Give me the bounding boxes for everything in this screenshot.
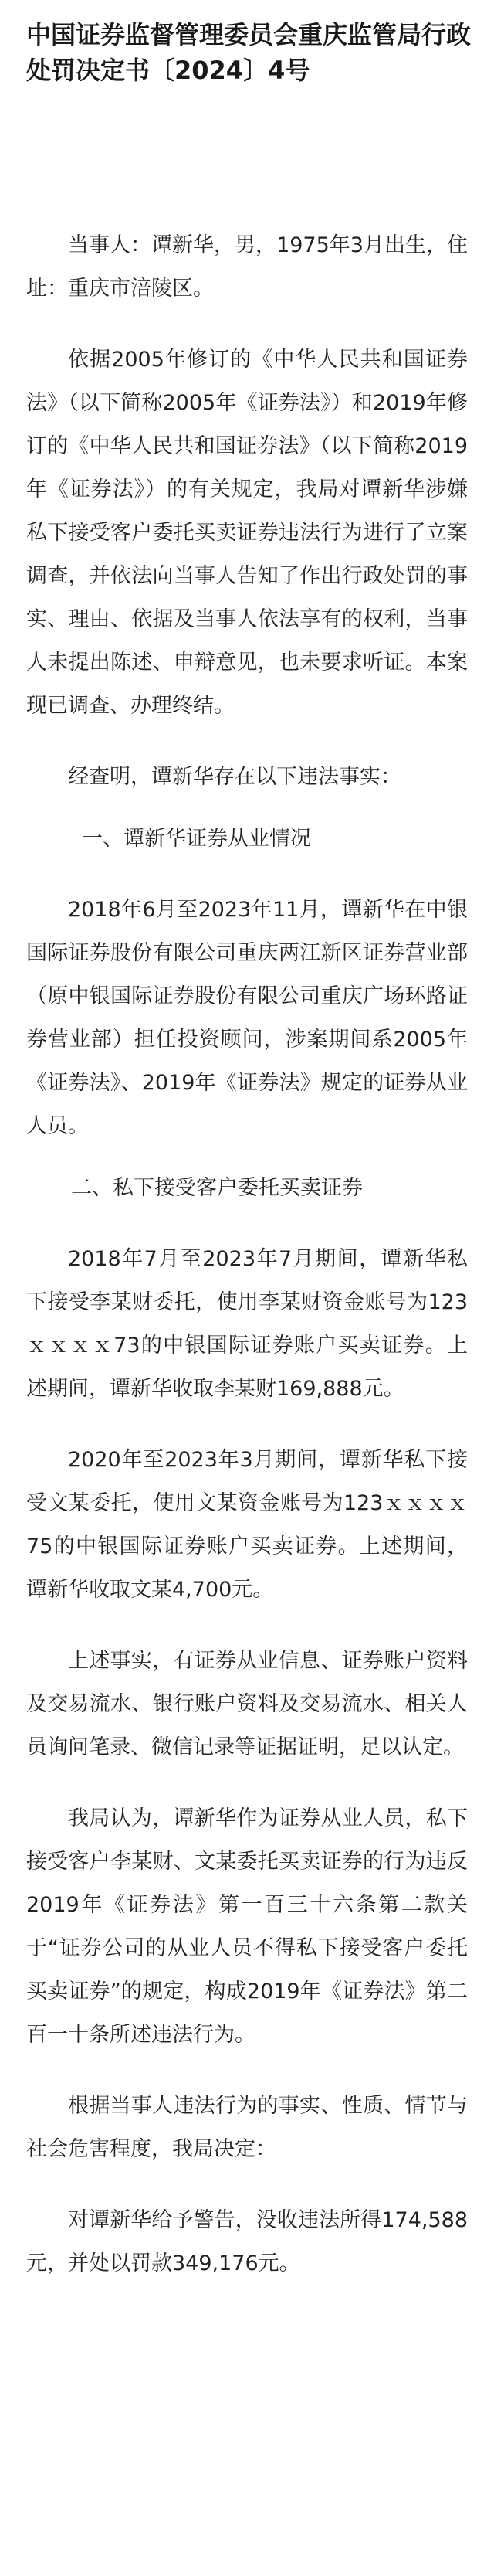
penalty-paragraph: 对谭新华给予警告，没收违法所得174,588元，并处以罚款349,176元。 — [26, 2208, 468, 2275]
client-li-paragraph: 2018年7月至2023年7月期间，谭新华私下接受李某财委托，使用李某财资金账号为123ｘｘｘｘ73的中银国际证券账户买卖证券。上述期间，谭新华收取李某财169,888元。 — [26, 1247, 468, 1401]
legal-opinion-paragraph: 我局认为，谭新华作为证券从业人员，私下接受客户李某财、文某委托买卖证券的行为违反2019年《证券法》第一百三十六条第二款关于“证券公司的从业人员不得私下接受客户委托买卖证券”的规定，构成2019年《证券法》第二百一十条所述违法行为。 — [26, 1806, 468, 2047]
employment-paragraph: 2018年6月至2023年11月，谭新华在中银国际证券股份有限公司重庆两江新区证券营业部（原中银国际证券股份有限公司重庆广场环路证券营业部）担任投资顾问，涉案期间系2005年《证券法》、2019年《证券法》规定的证券从业人员。 — [26, 898, 468, 1138]
section-heading-2: 二、私下接受客户委托买卖证券 — [71, 1176, 363, 1200]
section-heading-1: 一、谭新华证券从业情况 — [82, 827, 311, 851]
client-wen-paragraph: 2020年至2023年3月期间，谭新华私下接受文某委托，使用文某资金账号为123ｘｘｘｘ75的中银国际证券账户买卖证券。上述期间，谭新华收取文某4,700元。 — [26, 1448, 468, 1602]
document-title: 中国证券监督管理委员会重庆监管局行政处罚决定书〔2024〕4号 — [26, 20, 472, 85]
findings-intro-paragraph: 经查明，谭新华存在以下违法事实： — [68, 765, 401, 789]
evidence-paragraph: 上述事实，有证券从业信息、证券账户资料及交易流水、银行账户资料及交易流水、相关人员询问笔录、微信记录等证据证明，足以认定。 — [26, 1649, 468, 1759]
decision-intro-paragraph: 根据当事人违法行为的事实、性质、情节与社会危害程度，我局决定： — [26, 2094, 468, 2161]
party-paragraph: 当事人：谭新华，男，1975年3月出生，住址：重庆市涪陵区。 — [26, 233, 468, 301]
legal-basis-paragraph: 依据2005年修订的《中华人民共和国证券法》（以下简称2005年《证券法》）和2019年修订的《中华人民共和国证券法》（以下简称2019年《证券法》）的有关规定，我局对谭新华涉嫌私下接受客户委托买卖证券违法行为进行了立案调查，并依法向当事人告知了作出行政处罚的事实、理由、依据及当事人依法享有的权利，当事人未提出陈述、申辩意见，也未要求听证。本案现已调查、办理终结。 — [26, 348, 468, 718]
document-body — [26, 224, 468, 2285]
